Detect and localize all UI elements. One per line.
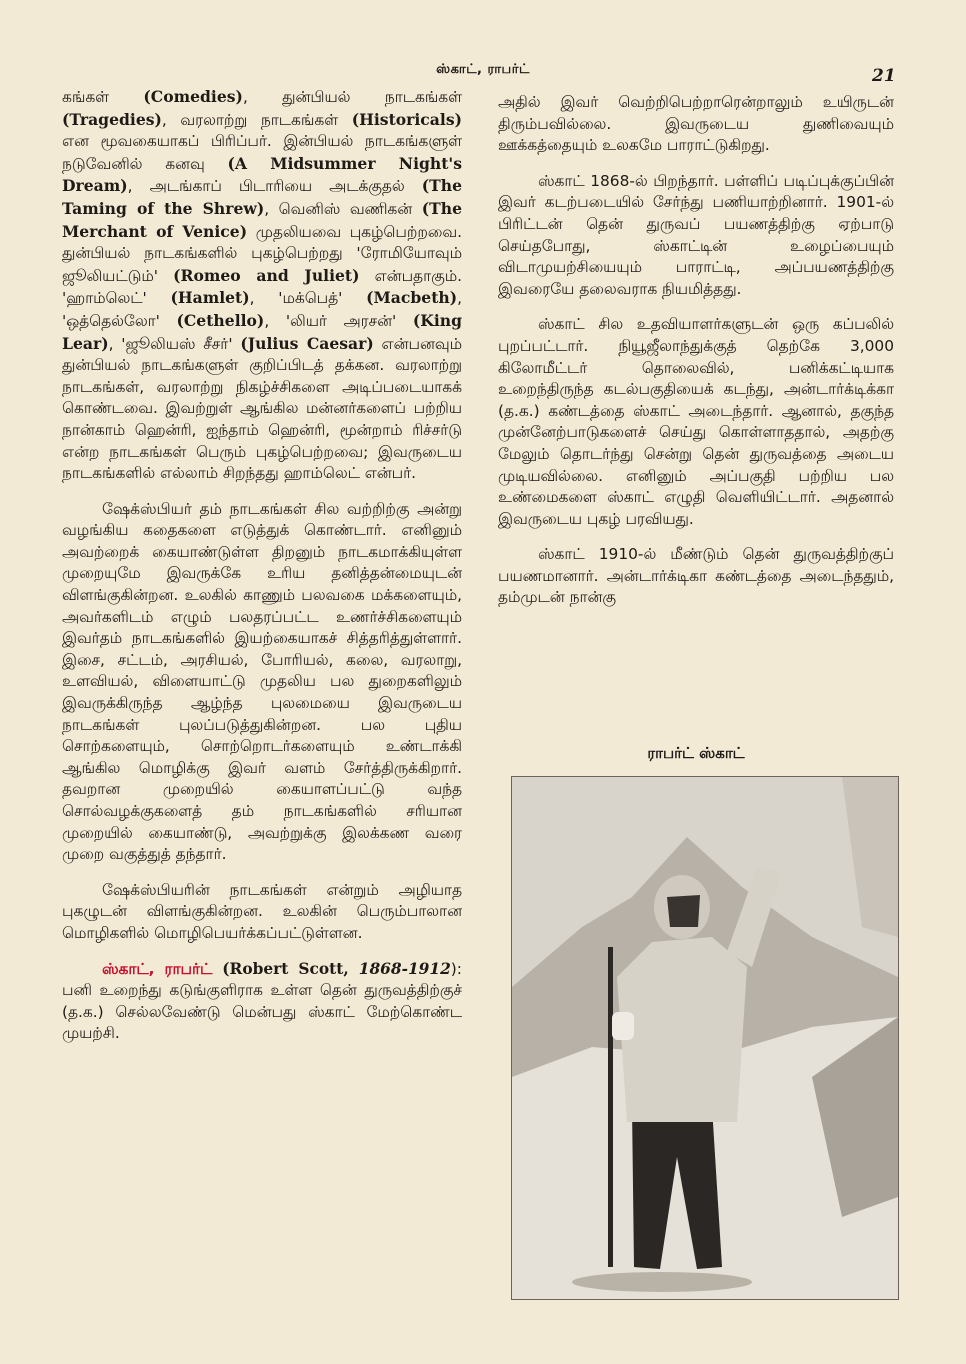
photo-figure-coat: [617, 937, 747, 1122]
photo-figure-shadow: [572, 1272, 752, 1292]
english-term: (Comedies): [143, 87, 243, 106]
text-run: , 'லியர் அரசன்': [264, 311, 413, 330]
english-term: (Tragedies): [62, 109, 162, 129]
page-number: 21: [872, 66, 896, 86]
english-term: (Macbeth): [366, 288, 458, 308]
entry-years: 1868-1912: [358, 959, 451, 978]
paragraph-scott-fate: அதில் இவர் வெற்றிபெற்றாரென்றாலும் உயிருடன் திரும்பவில்லை. இவருடைய துணிவையும் ஊக்கத்தையும் உலகமே பாராட்டுகிறது.: [498, 93, 894, 155]
text-run: என்பதாகும். 'ஹாம்லெட்': [62, 266, 462, 308]
right-column: [498, 92, 894, 623]
text-run: , வரலாற்று நாடகங்கள்: [161, 110, 352, 129]
text-run: , 'ஜூலியஸ் சீசர்': [108, 334, 241, 353]
photo-illustration: [512, 777, 898, 1299]
entry-headword: ஸ்காட், ராபர்ட்: [102, 959, 213, 978]
left-column: [62, 86, 462, 1059]
english-term: (The Merchant of Venice): [62, 198, 462, 241]
text-run: என்பனவும் துன்பியல் நாடகங்களுள் குறிப்பிடத் தக்கன. வரலாற்று நாடகங்கள், வரலாற்று நிகழ்ச்சிகளை அடிப்படையாகக் கொண்டவை. இவற்றுள் ஆங்கில மன்னர்களைப் பற்றிய நான்காம் ஹென்ரி, ஐந்தாம் ஹென்ரி, மூன்றாம் ரிச்சர்டு என்ற நாடகங்கள் பெரும் புகழ்பெற்றவை; இவருடைய நாடகங்களில் எல்லாம் சிறந்தது ஹாம்லெட் என்பர்.: [62, 334, 462, 483]
english-term: (A Midsummer Night's Dream): [62, 153, 462, 196]
english-term: (Cethello): [176, 310, 265, 330]
paragraph-scott-early: ஸ்காட் 1868-ல் பிறந்தார். பள்ளிப் படிப்புக்குப்பின் இவர் கடற்படையில் சேர்ந்து பணியாற்றினார். 1901-ல் பிரிட்டன் தென் துருவப் பயணத்திற்கு ஏற்பாடு செய்தபோது, ஸ்காட்டின் உழைப்பையும் விடாமுயற்சியையும் பாராட்டி, அப்பயணத்திற்கு இவரையே தலைவராக நியமித்தது.: [498, 171, 894, 298]
english-term: (The Taming of the Shrew): [62, 176, 462, 218]
paragraph-scott-1910: ஸ்காட் 1910-ல் மீண்டும் தென் துருவத்திற்குப் பயணமானார். அன்டார்க்டிகா கண்டத்தை அடைந்ததும், தம்முடன் நான்கு: [498, 545, 894, 607]
photo-figure-face: [667, 895, 700, 927]
photo-figure-mitt: [612, 1012, 634, 1040]
entry-english-name: (Robert Scott,: [212, 959, 359, 978]
text-run: என மூவகையாகப் பிரிப்பர். இன்பியல் நாடகங்களுள் நடுவேனில் கனவு: [62, 132, 462, 173]
running-head: ஸ்காட், ராபர்ட்: [436, 62, 530, 77]
text-run: , 'மக்பெத்': [249, 289, 367, 308]
english-term: (Hamlet): [170, 288, 250, 308]
entry-robert-scott: [62, 959, 462, 1045]
paragraph-scott-voyage: ஸ்காட் சில உதவியாளர்களுடன் ஒரு கப்பலில் புறப்பட்டார். நியூஜீலாந்துக்குத் தெற்கே 3,000 கிலோமீட்டர் தொலைவில், பனிக்கட்டியாக உறைந்திருந்த கடல்பகுதியைக் கடந்து, அன்டார்க்டிக்கா (த.க.) கண்டத்தை ஸ்காட் அடைந்தார். ஆனால், தகுந்த முன்னேற்பாடுகளைச் செய்து கொள்ளாததால், அதற்கு மேலும் தொடர்ந்து சென்று தென் துருவத்தை அடைய முடியவில்லை. எனினும் அப்பகுதி பற்றிய பல உண்மைகளை ஸ்காட் எழுதி வெளியிட்டார். அதனால் இவருடைய புகழ் பரவியது.: [498, 315, 894, 528]
english-term: (Romeo and Juliet): [173, 265, 360, 285]
entry-intro: ): பனி உறைந்து கடுங்குளிராக உள்ள தென் துருவத்திற்குச் (த.க.) செல்லவேண்டு மென்பது ஸ்காட் மேற்கொண்ட முயற்சி.: [62, 959, 462, 1043]
text-run: , வெனிஸ் வணிகன்: [264, 199, 422, 218]
figure-caption: ராபர்ட் ஸ்காட்: [647, 744, 745, 762]
text-run: , துன்பியல் நாடகங்கள்: [242, 88, 463, 106]
english-term: (King Lear): [62, 310, 462, 353]
english-term: (Julius Caesar): [240, 333, 374, 353]
paragraph-shakespeare-legacy: ஷேக்ஸ்பியரின் நாடகங்கள் என்றும் அழியாத புகழுடன் விளங்குகின்றன. உலகின் பெரும்பாலான மொழிகளில் மொழிபெயர்க்கப்பட்டுள்ளன.: [62, 880, 462, 942]
english-term: (Historicals): [351, 109, 462, 129]
text-run: முதலியவை புகழ்பெற்றவை. துன்பியல் நாடகங்களில் புகழ்பெற்றது 'ரோமியோவும் ஜூலியட்டும்': [62, 222, 462, 285]
paragraph-shakespeare-plays: [62, 86, 462, 485]
text-run: , 'ஒத்தெல்லோ': [62, 289, 463, 330]
photo-ice-axe: [608, 947, 613, 1267]
paragraph-shakespeare-craft: ஷேக்ஸ்பியர் தம் நாடகங்கள் சில வற்றிற்கு அன்று வழங்கிய கதைகளை எடுத்துக் கொண்டார். எனினும் அவற்றைக் கையாண்டுள்ள திறனும் நாடகமாக்கியுள்ள முறையுமே இவருக்கே உரிய தனித்தன்மையுடன் விளங்குகின்றன. உலகில் காணும் பலவகை மக்களையும், அவர்களிடம் எழும் பலதரப்பட்ட உணர்ச்சிகளையும் இவர்தம் நாடகங்களில் இயற்கையாகச் சித்தரித்துள்ளார். இசை, சட்டம், அரசியல், போரியல், கலை, வரலாறு, உளவியல், விளையாட்டு முதலிய பல துறைகளிலும் இவருக்கிருந்த ஆழ்ந்த புலமையை இவருடைய நாடகங்கள் புலப்படுத்துகின்றன. பல புதிய சொற்களையும், சொற்றொடர்களையும் உண்டாக்கி ஆங்கில மொழிக்கு இவர் வளம் சேர்த்திருக்கிறார். தவறான முறையில் கையாளப்பட்டு வந்த சொல்வழக்குகளைத் தம் நாடகங்களில் சரியான முறையில் கையாண்டு, அவற்றுக்கு இலக்கண வரை முறை வகுத்துத் தந்தார்.: [62, 499, 462, 864]
text-run: , அடங்காப் பிடாரியை அடக்குதல்: [127, 177, 422, 196]
photo-robert-scott: [511, 776, 899, 1300]
text-run: கங்கள்: [62, 88, 144, 106]
